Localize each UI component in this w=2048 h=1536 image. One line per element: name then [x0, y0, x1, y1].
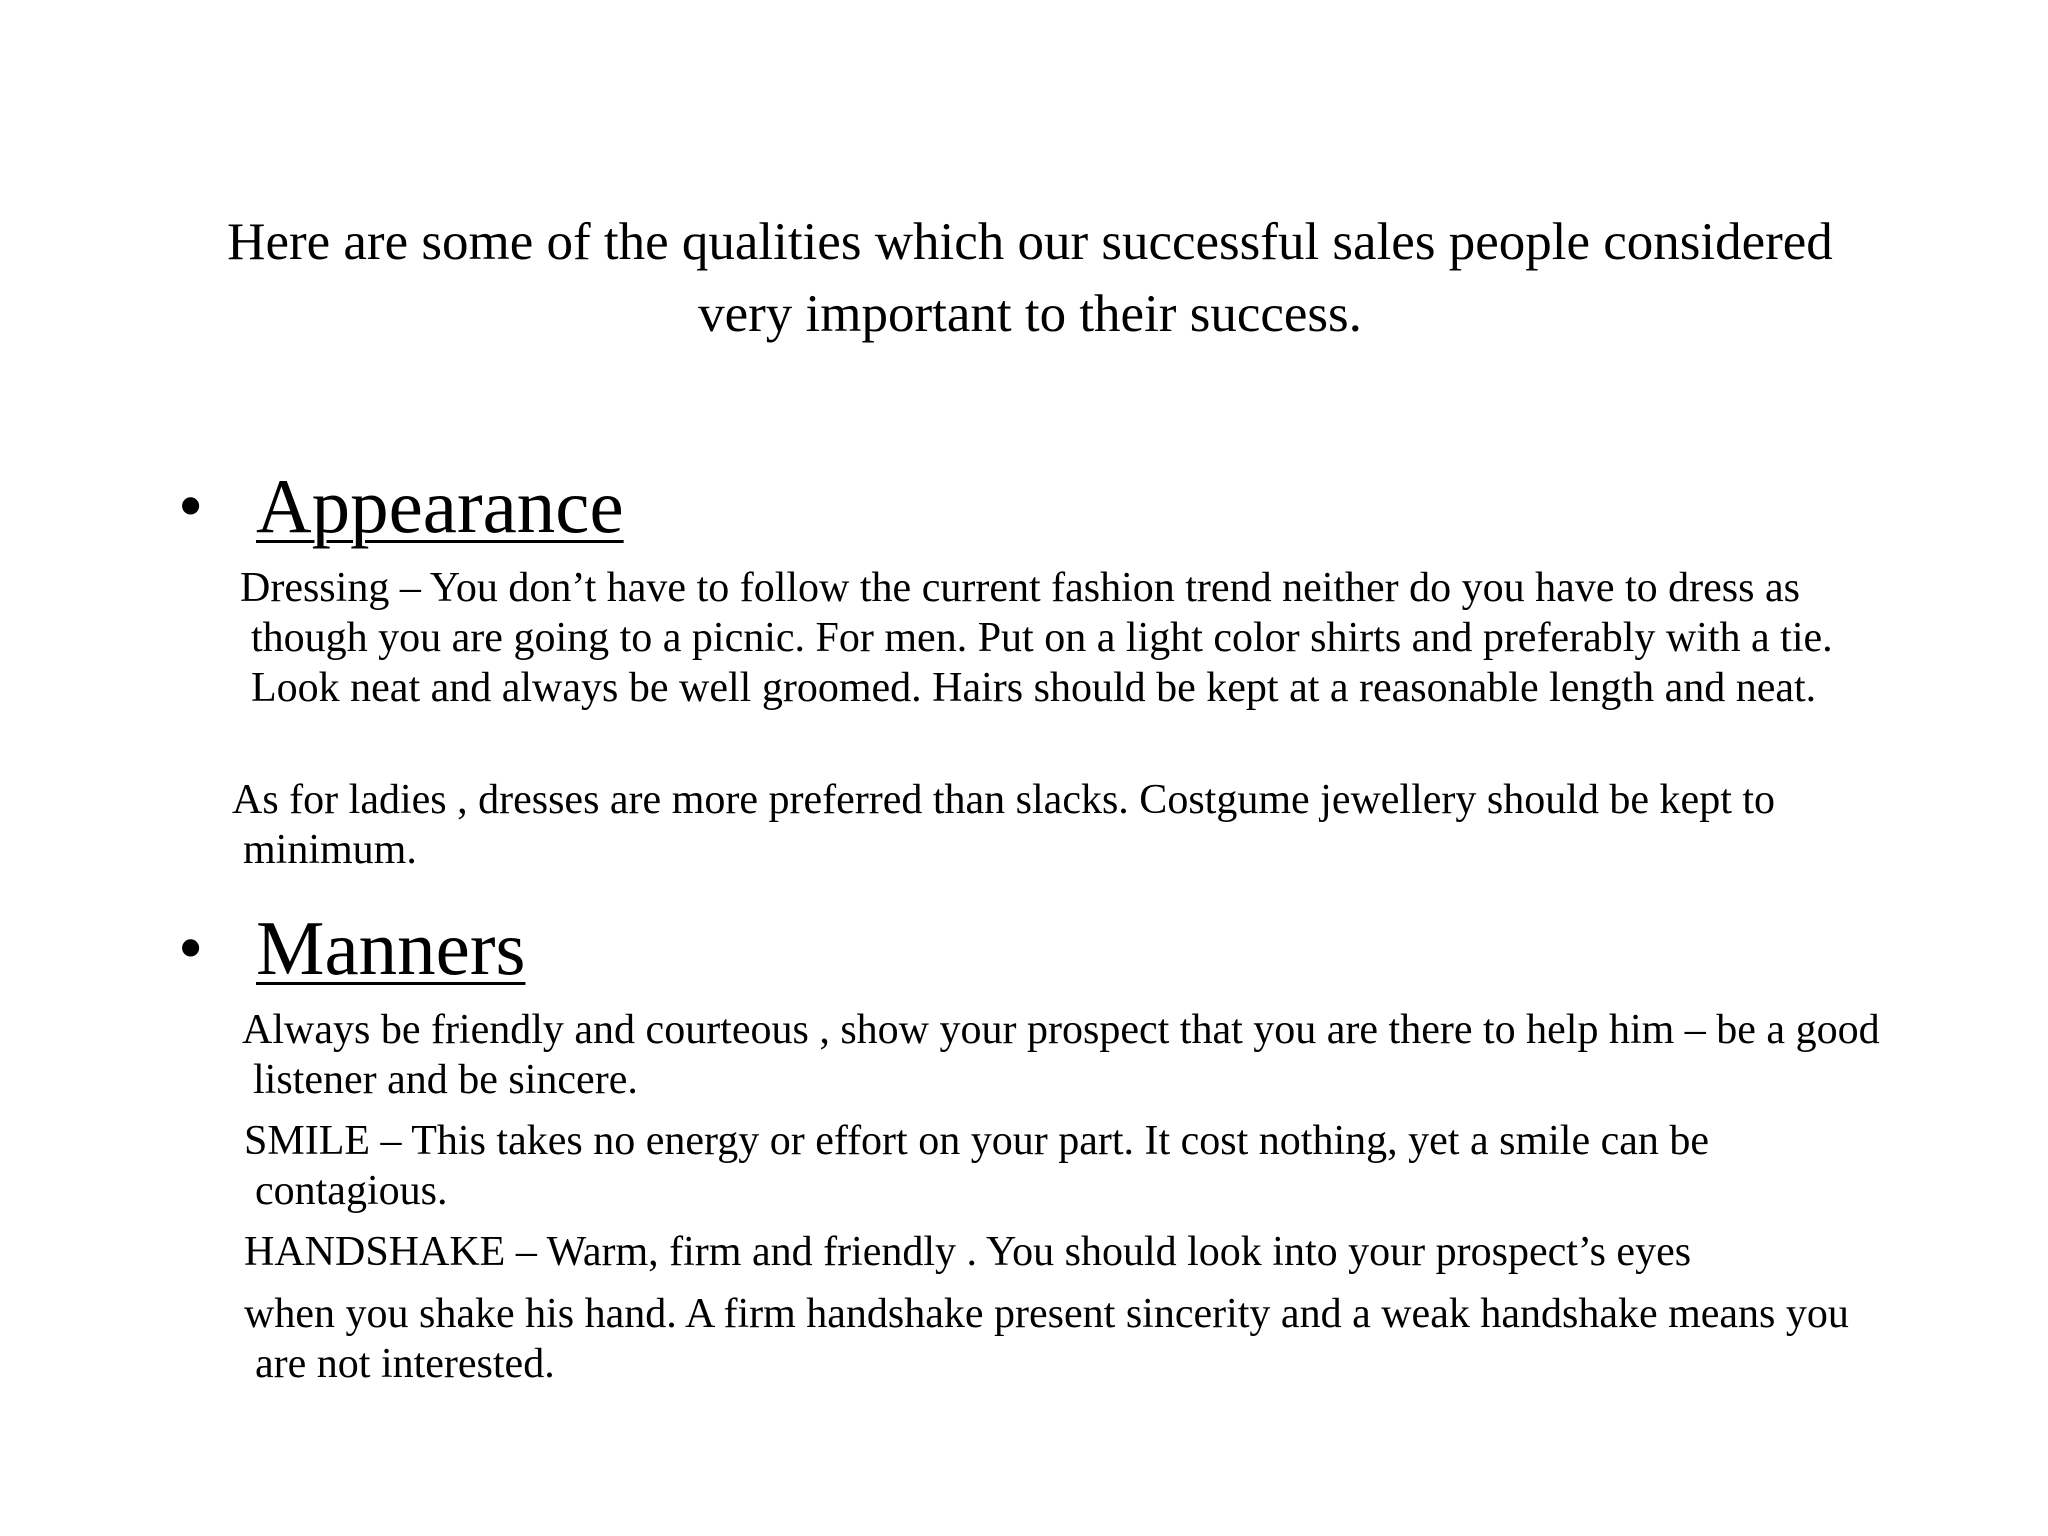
manners-friendly-paragraph: Always be friendly and courteous , show your prospect that you are there to help him – be a good listener and be sincere.	[242, 1007, 1880, 1103]
appearance-dressing-paragraph: Dressing – You don’t have to follow the current fashion trend neither do you have to dress as though you are going to a picnic. For men. Put on a light color shirts and preferably with a tie. Look neat and always be well groomed. Hairs should be kept at a reasonable length and neat.	[240, 565, 1833, 711]
bullet-icon: •	[178, 466, 204, 546]
manners-smile-paragraph: SMILE – This takes no energy or effort on your part. It cost nothing, yet a smile can be contagious.	[244, 1118, 1710, 1214]
appearance-title: Appearance	[256, 463, 624, 549]
manners-handshake-continued-paragraph: when you shake his hand. A firm handshake present sincerity and a weak handshake means you are not interested.	[244, 1291, 1849, 1387]
manners-heading	[178, 900, 525, 996]
appearance-heading	[178, 458, 624, 554]
manners-handshake-paragraph: HANDSHAKE – Warm, firm and friendly . You should look into your prospect’s eyes	[244, 1229, 1692, 1275]
bullet-icon: •	[178, 908, 204, 988]
manners-title: Manners	[256, 905, 526, 991]
appearance-ladies-paragraph: As for ladies , dresses are more preferred than slacks. Costgume jewellery should be kept to minimum.	[232, 777, 1776, 873]
intro-text: Here are some of the qualities which our successful sales people considered very important to their success.	[227, 213, 1833, 343]
